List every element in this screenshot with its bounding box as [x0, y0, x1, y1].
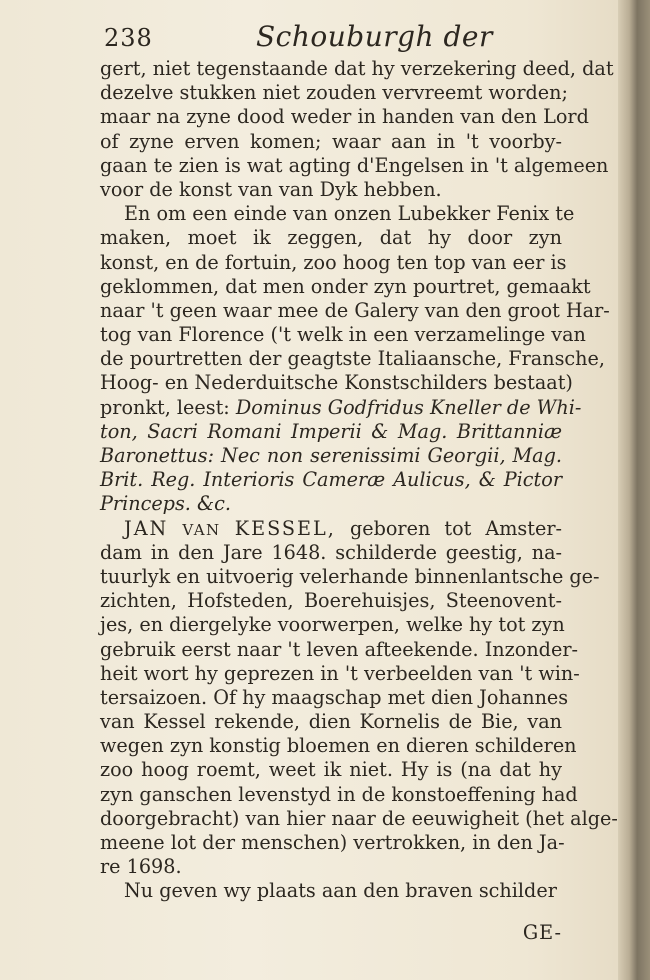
text-line: of zyne erven komen; waar aan in 't voorby-: [100, 129, 562, 153]
name-smallcaps: JAN: [124, 516, 169, 540]
text-span: geboren tot Amster-: [335, 516, 562, 540]
text-line: ton, Sacri Romani Imperii & Mag. Brittanniæ: [100, 419, 562, 443]
page-gutter: [618, 0, 650, 980]
text-line: naar 't geen waar mee de Galery van den groot Har-: [100, 298, 610, 322]
text-line: de pourtretten der geagtste Italiaansche, Fransche,: [100, 347, 605, 371]
page-body: [100, 57, 618, 904]
text-line: heit wort hy geprezen in 't verbeelden van 't win-: [100, 661, 580, 685]
text-line: zoo hoog roemt, weet ik niet. Hy is (na dat hy: [100, 758, 562, 782]
text-line: tuurlyk en uitvoerig velerhande binnenlantsche ge-: [100, 564, 600, 588]
text-line: Nu geven wy plaats aan den braven schilder: [124, 879, 557, 903]
text-line: maken, moet ik zeggen, dat hy door zyn: [100, 226, 562, 250]
text-line: jes, en diergelyke voorwerpen, welke hy tot zyn: [100, 613, 565, 637]
text-line: En om een einde van onzen Lubekker Fenix te: [124, 202, 575, 226]
catchword: GE-: [522, 921, 562, 944]
text-line: Brit. Reg. Interioris Cameræ Aulicus, & Pictor: [100, 468, 562, 492]
page-number: 238: [104, 24, 153, 52]
text-span: pronkt, leest:: [100, 395, 236, 419]
text-line: gaan te zien is wat agting d'Engelsen in 't algemeen: [100, 153, 609, 177]
text-line: doorgebracht) van hier naar de eeuwigheit (het alge-: [100, 806, 618, 830]
text-line: geklommen, dat men onder zyn pourtret, gemaakt: [100, 274, 591, 298]
text-line: konst, en de fortuin, zoo hoog ten top van eer is: [100, 250, 567, 274]
text-line: Hoog- en Nederduitsche Konstschilders bestaat): [100, 371, 573, 395]
text-line: maar na zyne dood weder in handen van den Lord: [100, 105, 589, 129]
text-line: dam in den Jare 1648. schilderde geestig, na-: [100, 540, 562, 564]
page-header: [104, 18, 554, 54]
running-title: Schouburgh der: [256, 20, 493, 53]
text-line: zyn ganschen levenstyd in de konstoeffening had: [100, 782, 578, 806]
text-line: [100, 517, 562, 541]
text-line: Princeps. &c.: [100, 492, 231, 516]
text-line: gert, niet tegenstaande dat hy verzekering deed, dat: [100, 57, 614, 80]
name-smallcaps: KESSEL,: [234, 516, 336, 540]
text-line: voor de konst van van Dyk hebben.: [100, 177, 442, 201]
text-line: gebruik eerst naar 't leven afteekende. Inzonder-: [100, 637, 578, 661]
text-line: [100, 395, 582, 420]
text-line: dezelve stukken niet zouden vervreemt worden;: [100, 81, 568, 105]
text-line: tog van Florence ('t welk in een verzamelinge van: [100, 323, 586, 347]
text-line: re 1698.: [100, 855, 182, 879]
text-line: van Kessel rekende, dien Kornelis de Bie, van: [100, 710, 562, 734]
text-line: tersaizoen. Of hy maagschap met dien Johannes: [100, 685, 569, 709]
text-line: meene lot der menschen) vertrokken, in den Ja-: [100, 831, 565, 854]
text-line: wegen zyn konstig bloemen en dieren schilderen: [100, 734, 577, 758]
italic-span: Dominus Godfridus Kneller de Whi-: [235, 395, 582, 419]
name-smallcaps: VAN: [182, 520, 221, 539]
text-line: Baronettus: Nec non serenissimi Georgii, Mag.: [100, 444, 562, 467]
text-line: zichten, Hofsteden, Boerehuisjes, Steenovent-: [100, 589, 562, 613]
